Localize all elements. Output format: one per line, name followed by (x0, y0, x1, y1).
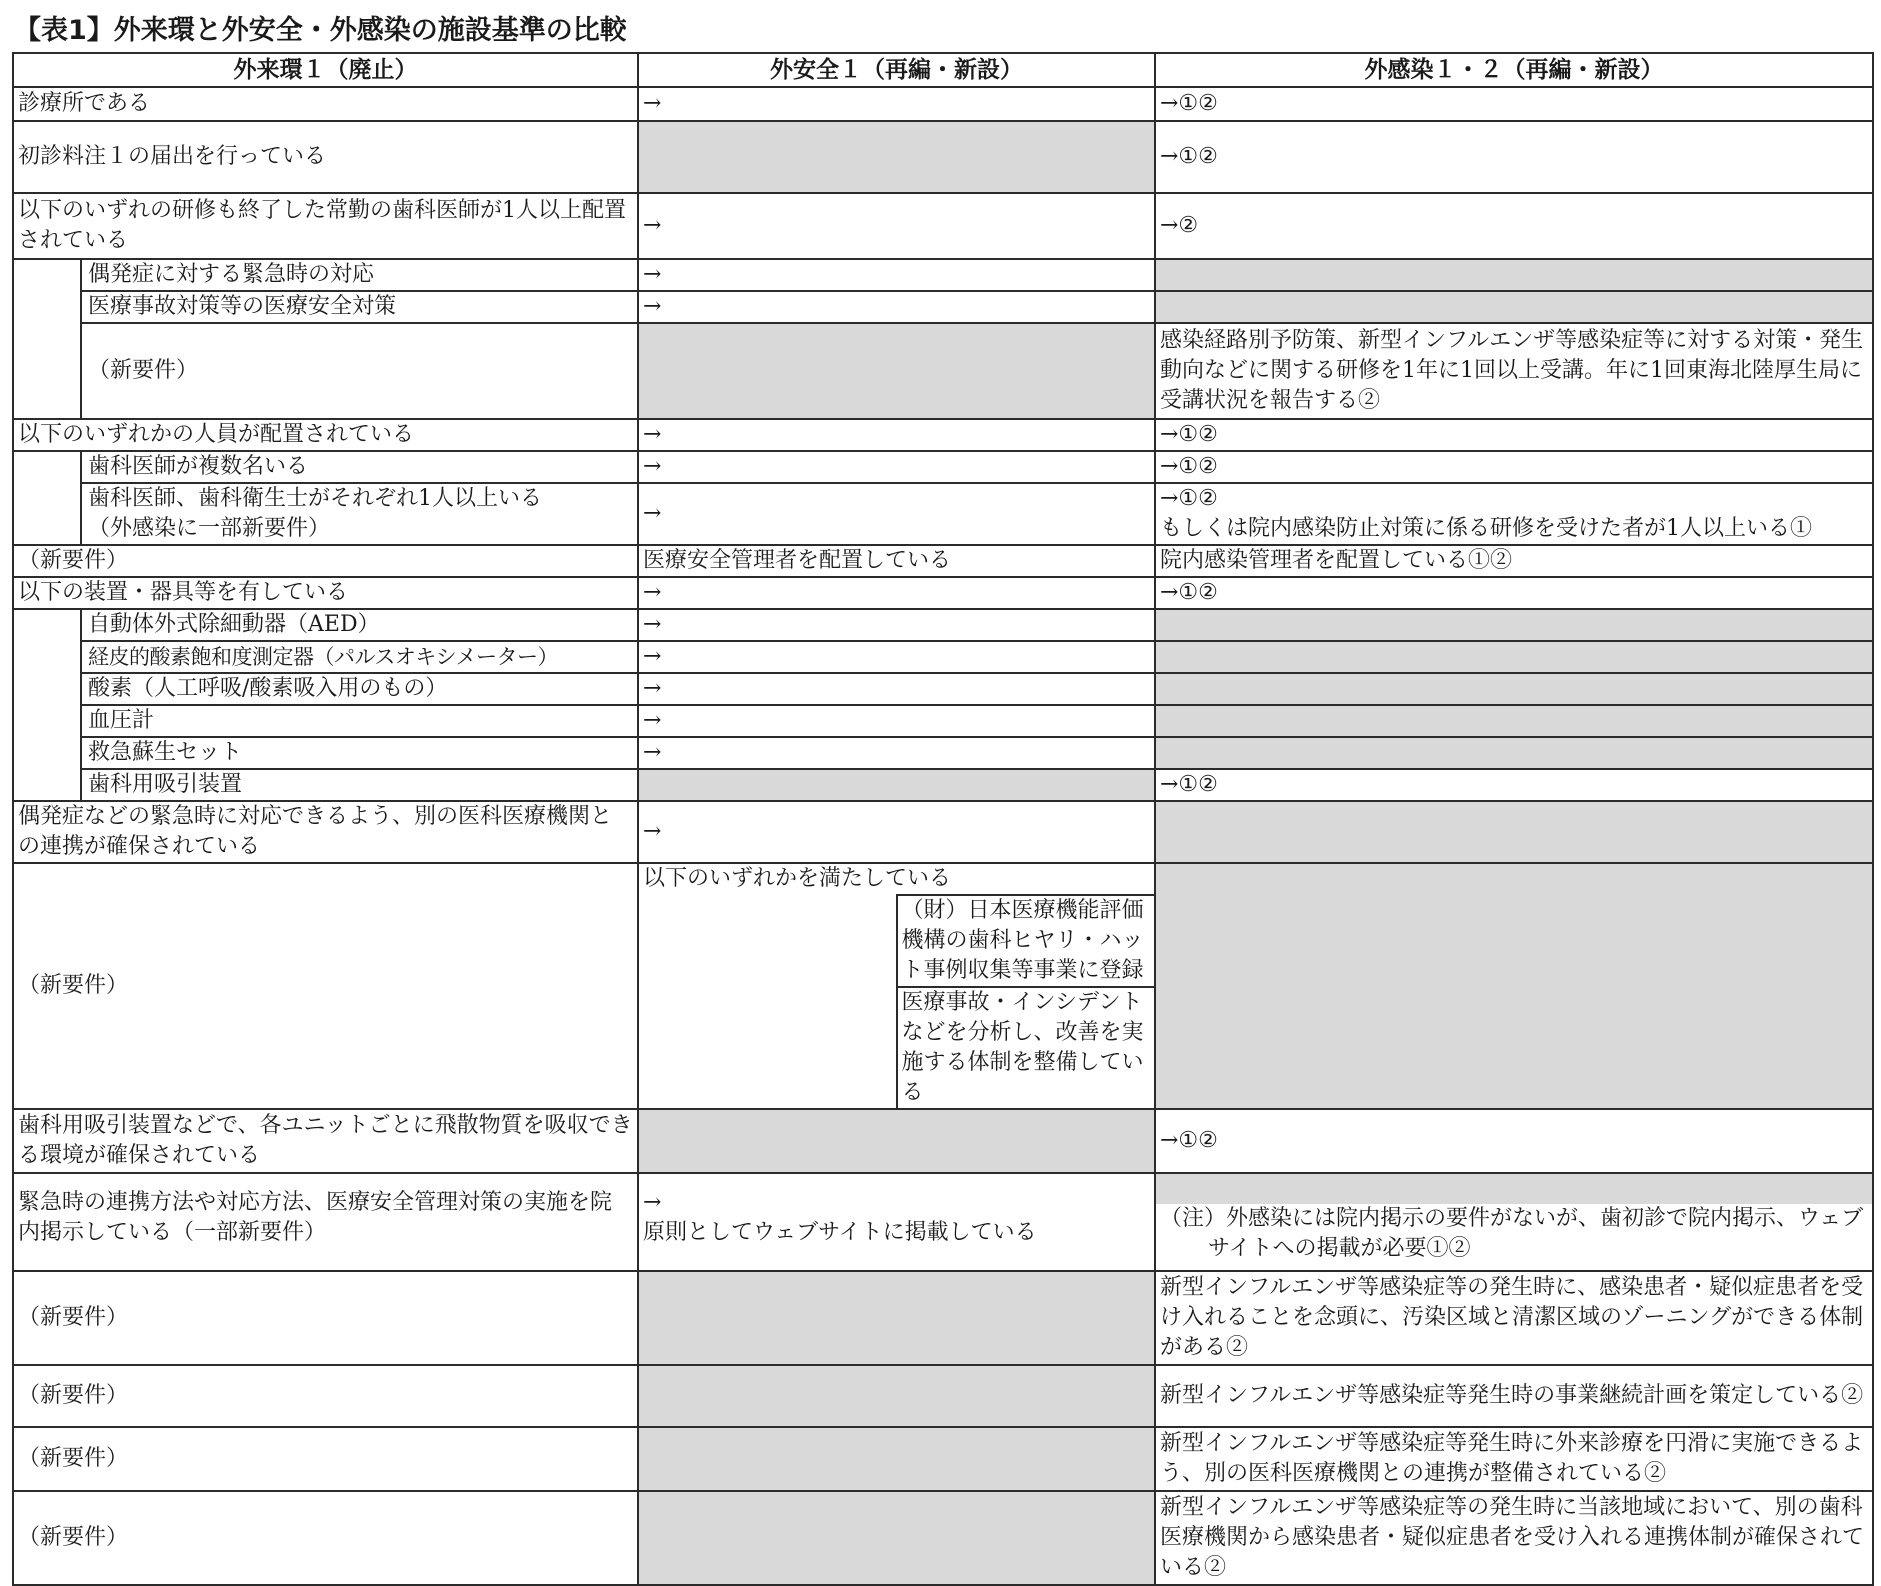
cell-requirement: （新要件） (13, 1491, 638, 1585)
cell-gaianzen-empty (638, 1427, 1155, 1491)
cell-requirement: 偶発症などの緊急時に対応できるよう、別の医科医療機関との連携が確保されている (13, 801, 638, 863)
table-row (13, 577, 1873, 609)
cell-gaianzen: 医療安全管理者を配置している (638, 545, 1155, 577)
cell-gaikansen: 新型インフルエンザ等感染症等の発生時に当該地域において、別の歯科医療機関から感染患者・疑似症患者を受け入れる連携体制が確保されている② (1155, 1491, 1873, 1585)
cell-gaikansen: →①② (1155, 1109, 1873, 1173)
cell-gaianzen-empty (638, 769, 1155, 801)
cell-gaianzen: → (638, 483, 1155, 545)
comparison-table (12, 52, 1874, 1586)
table-row (13, 1491, 1873, 1585)
cell-gaikansen: 感染経路別予防策、新型インフルエンザ等感染症等に対する対策・発生動向などに関する研修を1年に1回以上受講。年に1回東海北陸厚生局に受講状況を報告する② (1155, 323, 1873, 419)
table-row (13, 193, 1873, 259)
cell-gaikansen: →①② (1155, 451, 1873, 483)
table-row (13, 1365, 1873, 1427)
cell-requirement: 診療所である (13, 87, 638, 121)
cell-requirement-sub: 自動体外式除細動器（AED） (81, 609, 638, 641)
table-row (13, 801, 1873, 863)
cell-gaikansen: →①② (1155, 121, 1873, 193)
cell-gaikansen: 新型インフルエンザ等感染症等発生時の事業継続計画を策定している② (1155, 1365, 1873, 1427)
cell-requirement-sub: （新要件） (81, 323, 638, 419)
option-item: （財）日本医療機能評価機構の歯科ヒヤリ・ハット事例収集等事業に登録 (897, 895, 1155, 987)
cell-gaikansen-empty (1155, 801, 1873, 863)
cell-requirement: （新要件） (13, 1427, 638, 1491)
cell-requirement: 以下の装置・器具等を有している (13, 577, 638, 609)
table-row (13, 1109, 1873, 1173)
cell-gaikansen: →①② (1155, 577, 1873, 609)
cell-gaianzen-empty (638, 323, 1155, 419)
table-row (13, 87, 1873, 121)
table-row (13, 323, 1873, 419)
header-gaianzen: 外安全１（再編・新設） (638, 53, 1155, 87)
header-row (13, 53, 1873, 87)
gaianzen-line: → (643, 1190, 662, 1215)
cell-gaianzen: → (638, 419, 1155, 451)
option-indent (639, 895, 897, 1108)
indent-spacer (13, 259, 81, 419)
cell-requirement: 緊急時の連携方法や対応方法、医療安全管理対策の実施を院内掲示している（一部新要件） (13, 1173, 638, 1271)
cell-requirement-sub: 血圧計 (81, 705, 638, 737)
cell-gaianzen (638, 1173, 1155, 1271)
cell-gaianzen: → (638, 673, 1155, 705)
cell-gaikansen-empty (1155, 673, 1873, 705)
option-list (639, 864, 1154, 1108)
cell-gaianzen-empty (638, 121, 1155, 193)
option-heading: 以下のいずれかを満たしている (643, 866, 952, 891)
requirement-note: （外感染に一部新要件） (88, 516, 331, 541)
cell-gaianzen: → (638, 705, 1155, 737)
cell-gaianzen: → (638, 291, 1155, 323)
cell-requirement-sub: 救急蘇生セット (81, 737, 638, 769)
cell-requirement-sub: 医療事故対策等の医療安全対策 (81, 291, 638, 323)
cell-gaianzen-empty (638, 1491, 1155, 1585)
cell-gaikansen-empty (1155, 737, 1873, 769)
requirement-line: 歯科医師、歯科衛生士がそれぞれ1人以上いる (88, 486, 542, 511)
cell-gaikansen-empty (1155, 705, 1873, 737)
cell-requirement: 以下のいずれかの人員が配置されている (13, 419, 638, 451)
cell-gaianzen: → (638, 641, 1155, 673)
table-row (13, 419, 1873, 451)
header-gaikansen: 外感染１・２（再編・新設） (1155, 53, 1873, 87)
cell-gaianzen (638, 863, 1155, 1109)
cell-gaikansen: →①② (1155, 87, 1873, 121)
cell-gaianzen: → (638, 87, 1155, 121)
gaikansen-note: （注）外感染には院内掲示の要件がないが、歯初診で院内掲示、ウェブサイトへの掲載が必要①② (1160, 1206, 1864, 1261)
cell-gaikansen-empty (1155, 641, 1873, 673)
table-row (13, 451, 1873, 483)
table-row (13, 545, 1873, 577)
option-item: 医療事故・インシデントなどを分析し、改善を実施する体制を整備している (897, 987, 1155, 1108)
cell-gaikansen (1155, 1173, 1873, 1271)
cell-requirement-sub: 酸素（人工呼吸/酸素吸入用のもの） (81, 673, 638, 705)
cell-gaikansen-empty (1155, 609, 1873, 641)
cell-gaikansen-empty (1155, 259, 1873, 291)
table-row (13, 641, 1873, 673)
indent-spacer (13, 609, 81, 801)
cell-gaianzen: → (638, 577, 1155, 609)
table-row (13, 483, 1873, 545)
cell-gaikansen: →①② (1155, 419, 1873, 451)
table-row (13, 121, 1873, 193)
cell-gaikansen: →② (1155, 193, 1873, 259)
table-row (13, 863, 1873, 1109)
table-row (13, 259, 1873, 291)
cell-gaikansen (1155, 483, 1873, 545)
cell-gaianzen: → (638, 451, 1155, 483)
table-row (13, 737, 1873, 769)
cell-gaianzen: → (638, 737, 1155, 769)
table-row (13, 769, 1873, 801)
cell-gaianzen-empty (638, 1271, 1155, 1365)
cell-gaianzen-empty (638, 1365, 1155, 1427)
gaikansen-line: もしくは院内感染防止対策に係る研修を受けた者が1人以上いる① (1160, 516, 1812, 541)
header-gairaikan: 外来環１（廃止） (13, 53, 638, 87)
cell-requirement: 以下のいずれの研修も終了した常勤の歯科医師が1人以上配置されている (13, 193, 638, 259)
cell-gaikansen-empty (1155, 863, 1873, 1109)
cell-gaikansen: 新型インフルエンザ等感染症等の発生時に、感染患者・疑似症患者を受け入れることを念頭に、汚染区域と清潔区域のゾーニングができる体制がある② (1155, 1271, 1873, 1365)
cell-gaianzen: → (638, 801, 1155, 863)
table-row (13, 673, 1873, 705)
table-title: 【表1】外来環と外安全・外感染の施設基準の比較 (14, 15, 627, 46)
cell-requirement: （新要件） (13, 1365, 638, 1427)
cell-requirement-sub: 経皮的酸素飽和度測定器（パルスオキシメーター） (81, 641, 638, 673)
cell-requirement: （新要件） (13, 1271, 638, 1365)
cell-requirement: （新要件） (13, 545, 638, 577)
table-row (13, 1271, 1873, 1365)
gaianzen-line: 原則としてウェブサイトに掲載している (643, 1220, 1037, 1245)
cell-requirement: 歯科用吸引装置などで、各ユニットごとに飛散物質を吸収できる環境が確保されている (13, 1109, 638, 1173)
cell-gaianzen-empty (638, 1109, 1155, 1173)
cell-gaianzen: → (638, 193, 1155, 259)
cell-requirement-sub: 偶発症に対する緊急時の対応 (81, 259, 638, 291)
cell-requirement-sub (81, 483, 638, 545)
cell-requirement-sub: 歯科医師が複数名いる (81, 451, 638, 483)
cell-requirement-sub: 歯科用吸引装置 (81, 769, 638, 801)
cell-requirement: （新要件） (13, 863, 638, 1109)
cell-requirement: 初診料注１の届出を行っている (13, 121, 638, 193)
gaikansen-line: →①② (1160, 486, 1218, 511)
table-row (13, 291, 1873, 323)
cell-gaikansen: 院内感染管理者を配置している①② (1155, 545, 1873, 577)
table-row (13, 1173, 1873, 1271)
table-row (13, 1427, 1873, 1491)
table-row (13, 609, 1873, 641)
cell-gaikansen-empty (1155, 291, 1873, 323)
table-row (13, 705, 1873, 737)
cell-gaikansen: 新型インフルエンザ等感染症等発生時に外来診療を円滑に実施できるよう、別の医科医療機関との連携が整備されている② (1155, 1427, 1873, 1491)
cell-gaianzen: → (638, 259, 1155, 291)
indent-spacer (13, 451, 81, 545)
cell-gaikansen: →①② (1155, 769, 1873, 801)
cell-gaianzen: → (638, 609, 1155, 641)
